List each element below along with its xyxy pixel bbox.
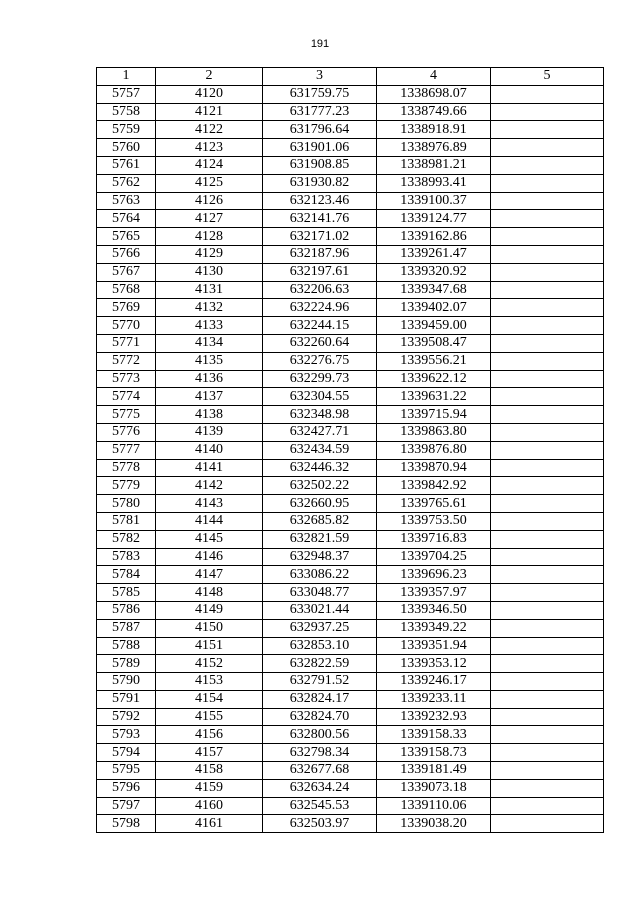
table-row <box>97 530 604 548</box>
point-number-cell: 4138 <box>156 406 263 424</box>
row-index-cell: 5790 <box>97 673 156 691</box>
note-cell <box>491 744 604 762</box>
y-coordinate-cell: 1338749.66 <box>377 103 491 121</box>
table-row <box>97 637 604 655</box>
x-coordinate-cell: 633048.77 <box>263 584 377 602</box>
row-index-cell: 5757 <box>97 85 156 103</box>
note-cell <box>491 263 604 281</box>
point-number-cell: 4133 <box>156 317 263 335</box>
page-number: 191 <box>310 38 330 50</box>
table-row <box>97 619 604 637</box>
point-number-cell: 4160 <box>156 797 263 815</box>
y-coordinate-cell: 1339631.22 <box>377 388 491 406</box>
row-index-cell: 5795 <box>97 762 156 780</box>
point-number-cell: 4158 <box>156 762 263 780</box>
y-coordinate-cell: 1339765.61 <box>377 495 491 513</box>
note-cell <box>491 352 604 370</box>
row-index-cell: 5759 <box>97 121 156 139</box>
row-index-cell: 5786 <box>97 601 156 619</box>
point-number-cell: 4147 <box>156 566 263 584</box>
table-row <box>97 192 604 210</box>
table-row <box>97 815 604 833</box>
point-number-cell: 4159 <box>156 779 263 797</box>
point-number-cell: 4153 <box>156 673 263 691</box>
note-cell <box>491 139 604 157</box>
x-coordinate-cell: 631777.23 <box>263 103 377 121</box>
x-coordinate-cell: 632545.53 <box>263 797 377 815</box>
table-row <box>97 708 604 726</box>
point-number-cell: 4129 <box>156 245 263 263</box>
note-cell <box>491 690 604 708</box>
x-coordinate-cell: 632123.46 <box>263 192 377 210</box>
point-number-cell: 4139 <box>156 423 263 441</box>
table-row <box>97 459 604 477</box>
y-coordinate-cell: 1339246.17 <box>377 673 491 691</box>
note-cell <box>491 619 604 637</box>
note-cell <box>491 228 604 246</box>
table-row <box>97 495 604 513</box>
point-number-cell: 4144 <box>156 512 263 530</box>
x-coordinate-cell: 632502.22 <box>263 477 377 495</box>
x-coordinate-cell: 632948.37 <box>263 548 377 566</box>
x-coordinate-cell: 632821.59 <box>263 530 377 548</box>
note-cell <box>491 637 604 655</box>
point-number-cell: 4141 <box>156 459 263 477</box>
note-cell <box>491 334 604 352</box>
y-coordinate-cell: 1339459.00 <box>377 317 491 335</box>
note-cell <box>491 192 604 210</box>
point-number-cell: 4155 <box>156 708 263 726</box>
column-header-4: 4 <box>377 68 491 86</box>
y-coordinate-cell: 1339716.83 <box>377 530 491 548</box>
table-row <box>97 334 604 352</box>
y-coordinate-cell: 1338918.91 <box>377 121 491 139</box>
x-coordinate-cell: 632822.59 <box>263 655 377 673</box>
point-number-cell: 4120 <box>156 85 263 103</box>
x-coordinate-cell: 632660.95 <box>263 495 377 513</box>
y-coordinate-cell: 1338698.07 <box>377 85 491 103</box>
note-cell <box>491 406 604 424</box>
point-number-cell: 4149 <box>156 601 263 619</box>
point-number-cell: 4122 <box>156 121 263 139</box>
point-number-cell: 4121 <box>156 103 263 121</box>
y-coordinate-cell: 1339508.47 <box>377 334 491 352</box>
table-row <box>97 139 604 157</box>
table-row <box>97 423 604 441</box>
row-index-cell: 5787 <box>97 619 156 637</box>
note-cell <box>491 103 604 121</box>
point-number-cell: 4146 <box>156 548 263 566</box>
x-coordinate-cell: 632798.34 <box>263 744 377 762</box>
row-index-cell: 5793 <box>97 726 156 744</box>
y-coordinate-cell: 1339110.06 <box>377 797 491 815</box>
x-coordinate-cell: 631796.64 <box>263 121 377 139</box>
y-coordinate-cell: 1339842.92 <box>377 477 491 495</box>
table-row <box>97 299 604 317</box>
y-coordinate-cell: 1339353.12 <box>377 655 491 673</box>
table-row <box>97 726 604 744</box>
y-coordinate-cell: 1339346.50 <box>377 601 491 619</box>
row-index-cell: 5767 <box>97 263 156 281</box>
row-index-cell: 5768 <box>97 281 156 299</box>
x-coordinate-cell: 632824.17 <box>263 690 377 708</box>
table-row <box>97 85 604 103</box>
row-index-cell: 5798 <box>97 815 156 833</box>
row-index-cell: 5785 <box>97 584 156 602</box>
point-number-cell: 4134 <box>156 334 263 352</box>
point-number-cell: 4145 <box>156 530 263 548</box>
note-cell <box>491 726 604 744</box>
table-row <box>97 228 604 246</box>
table-row <box>97 548 604 566</box>
row-index-cell: 5771 <box>97 334 156 352</box>
y-coordinate-cell: 1339124.77 <box>377 210 491 228</box>
note-cell <box>491 495 604 513</box>
y-coordinate-cell: 1338993.41 <box>377 174 491 192</box>
note-cell <box>491 548 604 566</box>
row-index-cell: 5781 <box>97 512 156 530</box>
table-row <box>97 210 604 228</box>
table-row <box>97 690 604 708</box>
y-coordinate-cell: 1339162.86 <box>377 228 491 246</box>
y-coordinate-cell: 1339073.18 <box>377 779 491 797</box>
point-number-cell: 4154 <box>156 690 263 708</box>
note-cell <box>491 566 604 584</box>
y-coordinate-cell: 1339232.93 <box>377 708 491 726</box>
y-coordinate-cell: 1339863.80 <box>377 423 491 441</box>
point-number-cell: 4131 <box>156 281 263 299</box>
y-coordinate-cell: 1339100.37 <box>377 192 491 210</box>
row-index-cell: 5796 <box>97 779 156 797</box>
table-row <box>97 281 604 299</box>
row-index-cell: 5761 <box>97 156 156 174</box>
x-coordinate-cell: 632304.55 <box>263 388 377 406</box>
row-index-cell: 5797 <box>97 797 156 815</box>
note-cell <box>491 779 604 797</box>
table-header-row <box>97 68 604 86</box>
y-coordinate-cell: 1339349.22 <box>377 619 491 637</box>
point-number-cell: 4143 <box>156 495 263 513</box>
row-index-cell: 5763 <box>97 192 156 210</box>
point-number-cell: 4135 <box>156 352 263 370</box>
table-row <box>97 352 604 370</box>
row-index-cell: 5777 <box>97 441 156 459</box>
x-coordinate-cell: 632260.64 <box>263 334 377 352</box>
row-index-cell: 5760 <box>97 139 156 157</box>
point-number-cell: 4130 <box>156 263 263 281</box>
table-row <box>97 156 604 174</box>
note-cell <box>491 762 604 780</box>
row-index-cell: 5792 <box>97 708 156 726</box>
x-coordinate-cell: 632853.10 <box>263 637 377 655</box>
point-number-cell: 4142 <box>156 477 263 495</box>
point-number-cell: 4151 <box>156 637 263 655</box>
table-row <box>97 317 604 335</box>
table-row <box>97 121 604 139</box>
note-cell <box>491 815 604 833</box>
table-row <box>97 388 604 406</box>
y-coordinate-cell: 1339402.07 <box>377 299 491 317</box>
column-header-5: 5 <box>491 68 604 86</box>
x-coordinate-cell: 632824.70 <box>263 708 377 726</box>
note-cell <box>491 299 604 317</box>
y-coordinate-cell: 1339696.23 <box>377 566 491 584</box>
table-row <box>97 174 604 192</box>
x-coordinate-cell: 632800.56 <box>263 726 377 744</box>
x-coordinate-cell: 631901.06 <box>263 139 377 157</box>
row-index-cell: 5766 <box>97 245 156 263</box>
row-index-cell: 5776 <box>97 423 156 441</box>
note-cell <box>491 530 604 548</box>
note-cell <box>491 174 604 192</box>
table-row <box>97 673 604 691</box>
x-coordinate-cell: 632348.98 <box>263 406 377 424</box>
y-coordinate-cell: 1339622.12 <box>377 370 491 388</box>
x-coordinate-cell: 631930.82 <box>263 174 377 192</box>
note-cell <box>491 477 604 495</box>
y-coordinate-cell: 1339556.21 <box>377 352 491 370</box>
column-header-1: 1 <box>97 68 156 86</box>
table-row <box>97 245 604 263</box>
y-coordinate-cell: 1339715.94 <box>377 406 491 424</box>
note-cell <box>491 708 604 726</box>
x-coordinate-cell: 633021.44 <box>263 601 377 619</box>
point-number-cell: 4140 <box>156 441 263 459</box>
x-coordinate-cell: 632244.15 <box>263 317 377 335</box>
note-cell <box>491 601 604 619</box>
point-number-cell: 4157 <box>156 744 263 762</box>
y-coordinate-cell: 1339351.94 <box>377 637 491 655</box>
y-coordinate-cell: 1339704.25 <box>377 548 491 566</box>
point-number-cell: 4152 <box>156 655 263 673</box>
note-cell <box>491 245 604 263</box>
point-number-cell: 4126 <box>156 192 263 210</box>
row-index-cell: 5783 <box>97 548 156 566</box>
note-cell <box>491 317 604 335</box>
x-coordinate-cell: 632503.97 <box>263 815 377 833</box>
row-index-cell: 5770 <box>97 317 156 335</box>
note-cell <box>491 388 604 406</box>
x-coordinate-cell: 632634.24 <box>263 779 377 797</box>
table-row <box>97 797 604 815</box>
row-index-cell: 5764 <box>97 210 156 228</box>
row-index-cell: 5780 <box>97 495 156 513</box>
table-row <box>97 655 604 673</box>
note-cell <box>491 370 604 388</box>
note-cell <box>491 655 604 673</box>
x-coordinate-cell: 633086.22 <box>263 566 377 584</box>
table-row <box>97 263 604 281</box>
note-cell <box>491 121 604 139</box>
row-index-cell: 5765 <box>97 228 156 246</box>
note-cell <box>491 156 604 174</box>
x-coordinate-cell: 632937.25 <box>263 619 377 637</box>
y-coordinate-cell: 1338981.21 <box>377 156 491 174</box>
row-index-cell: 5779 <box>97 477 156 495</box>
x-coordinate-cell: 632141.76 <box>263 210 377 228</box>
column-header-2: 2 <box>156 68 263 86</box>
table-row <box>97 512 604 530</box>
x-coordinate-cell: 632276.75 <box>263 352 377 370</box>
row-index-cell: 5789 <box>97 655 156 673</box>
y-coordinate-cell: 1339357.97 <box>377 584 491 602</box>
y-coordinate-cell: 1339233.11 <box>377 690 491 708</box>
point-number-cell: 4148 <box>156 584 263 602</box>
point-number-cell: 4123 <box>156 139 263 157</box>
note-cell <box>491 797 604 815</box>
x-coordinate-cell: 632187.96 <box>263 245 377 263</box>
x-coordinate-cell: 632677.68 <box>263 762 377 780</box>
x-coordinate-cell: 632299.73 <box>263 370 377 388</box>
note-cell <box>491 423 604 441</box>
y-coordinate-cell: 1339347.68 <box>377 281 491 299</box>
y-coordinate-cell: 1339181.49 <box>377 762 491 780</box>
coordinates-table <box>96 67 604 833</box>
row-index-cell: 5773 <box>97 370 156 388</box>
row-index-cell: 5769 <box>97 299 156 317</box>
x-coordinate-cell: 632197.61 <box>263 263 377 281</box>
point-number-cell: 4128 <box>156 228 263 246</box>
note-cell <box>491 281 604 299</box>
row-index-cell: 5758 <box>97 103 156 121</box>
note-cell <box>491 459 604 477</box>
table-row <box>97 103 604 121</box>
point-number-cell: 4132 <box>156 299 263 317</box>
table-row <box>97 601 604 619</box>
row-index-cell: 5778 <box>97 459 156 477</box>
row-index-cell: 5782 <box>97 530 156 548</box>
table-row <box>97 441 604 459</box>
x-coordinate-cell: 632224.96 <box>263 299 377 317</box>
point-number-cell: 4124 <box>156 156 263 174</box>
point-number-cell: 4161 <box>156 815 263 833</box>
x-coordinate-cell: 632791.52 <box>263 673 377 691</box>
x-coordinate-cell: 632446.32 <box>263 459 377 477</box>
point-number-cell: 4137 <box>156 388 263 406</box>
x-coordinate-cell: 632427.71 <box>263 423 377 441</box>
note-cell <box>491 584 604 602</box>
x-coordinate-cell: 632685.82 <box>263 512 377 530</box>
point-number-cell: 4127 <box>156 210 263 228</box>
row-index-cell: 5774 <box>97 388 156 406</box>
table-row <box>97 477 604 495</box>
note-cell <box>491 441 604 459</box>
table-row <box>97 566 604 584</box>
x-coordinate-cell: 632171.02 <box>263 228 377 246</box>
row-index-cell: 5775 <box>97 406 156 424</box>
row-index-cell: 5794 <box>97 744 156 762</box>
x-coordinate-cell: 632434.59 <box>263 441 377 459</box>
point-number-cell: 4136 <box>156 370 263 388</box>
row-index-cell: 5791 <box>97 690 156 708</box>
row-index-cell: 5772 <box>97 352 156 370</box>
point-number-cell: 4125 <box>156 174 263 192</box>
table-row <box>97 370 604 388</box>
table-row <box>97 762 604 780</box>
y-coordinate-cell: 1338976.89 <box>377 139 491 157</box>
column-header-3: 3 <box>263 68 377 86</box>
row-index-cell: 5784 <box>97 566 156 584</box>
x-coordinate-cell: 631908.85 <box>263 156 377 174</box>
x-coordinate-cell: 632206.63 <box>263 281 377 299</box>
y-coordinate-cell: 1339876.80 <box>377 441 491 459</box>
y-coordinate-cell: 1339320.92 <box>377 263 491 281</box>
y-coordinate-cell: 1339158.33 <box>377 726 491 744</box>
note-cell <box>491 512 604 530</box>
note-cell <box>491 85 604 103</box>
note-cell <box>491 673 604 691</box>
row-index-cell: 5762 <box>97 174 156 192</box>
table-row <box>97 779 604 797</box>
y-coordinate-cell: 1339870.94 <box>377 459 491 477</box>
y-coordinate-cell: 1339038.20 <box>377 815 491 833</box>
table-body <box>97 85 604 832</box>
y-coordinate-cell: 1339158.73 <box>377 744 491 762</box>
x-coordinate-cell: 631759.75 <box>263 85 377 103</box>
table-row <box>97 584 604 602</box>
row-index-cell: 5788 <box>97 637 156 655</box>
note-cell <box>491 210 604 228</box>
table-row <box>97 406 604 424</box>
table-row <box>97 744 604 762</box>
y-coordinate-cell: 1339753.50 <box>377 512 491 530</box>
point-number-cell: 4150 <box>156 619 263 637</box>
y-coordinate-cell: 1339261.47 <box>377 245 491 263</box>
point-number-cell: 4156 <box>156 726 263 744</box>
